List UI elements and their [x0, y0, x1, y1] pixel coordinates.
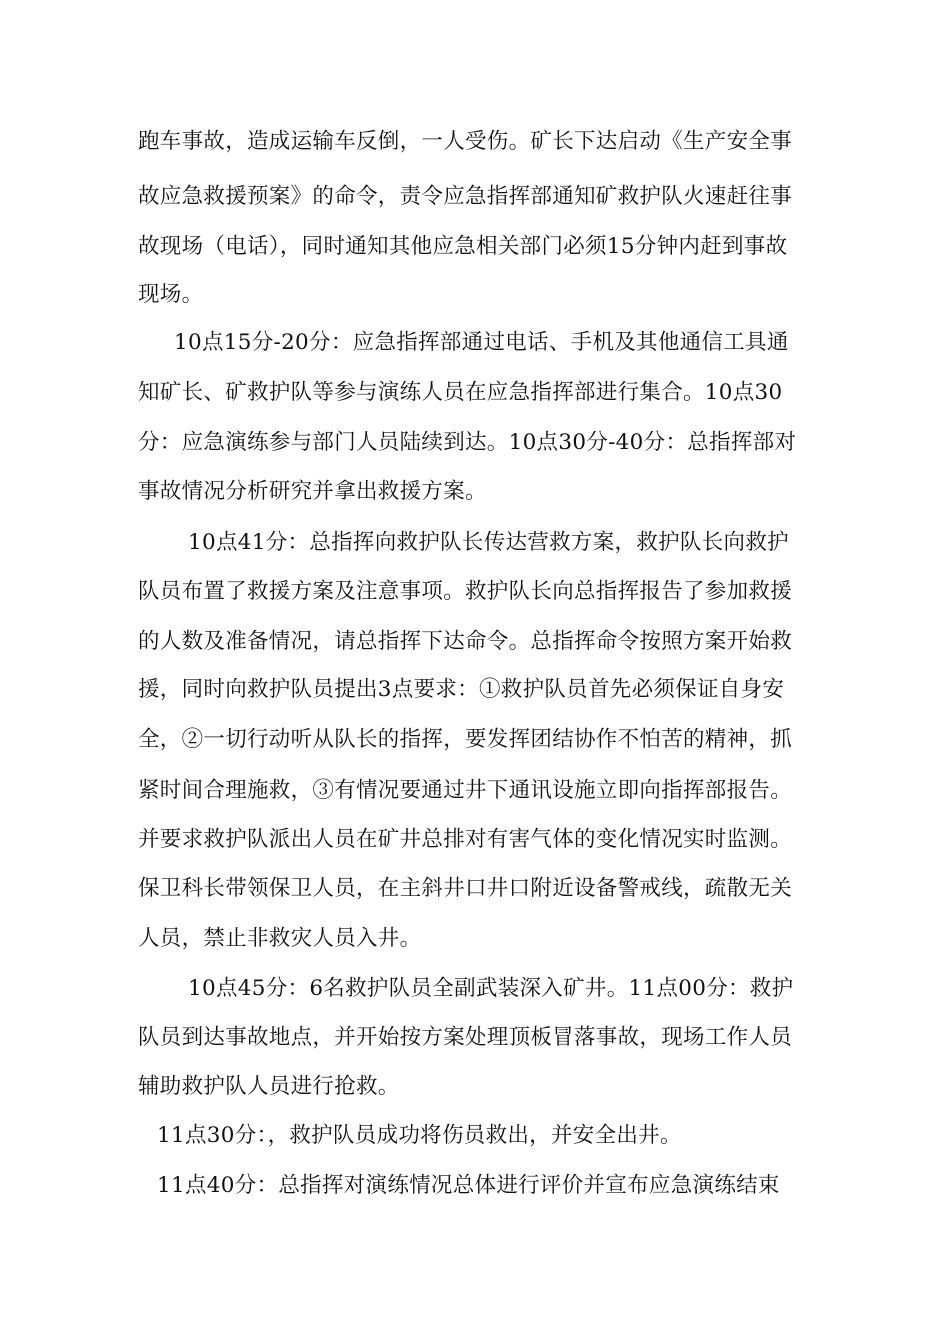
- text-line: 10点15分-20分：应急指挥部通过电话、手机及其他通信工具通: [174, 330, 789, 355]
- text-line: 故应急救援预案》的命令，责令应急指挥部通知矿救护队火速赶往事: [138, 184, 793, 209]
- text-line: 11点40分：总指挥对演练情况总体进行评价并宣布应急演练结束: [157, 1173, 780, 1198]
- text-line: 援，同时向救护队员提出3点要求：①救护队员首先必须保证自身安: [138, 677, 785, 702]
- text-line: 10点45分：6名救护队员全副武装深入矿井。11点00分：救护: [188, 976, 794, 1001]
- text-line: 现场。: [138, 282, 204, 307]
- text-line: 并要求救护队派出人员在矿井总排对有害气体的变化情况实时监测。: [138, 827, 793, 852]
- text-line: 保卫科长带领保卫人员，在主斜井口井口附近设备警戒线，疏散无关: [138, 876, 793, 901]
- text-line: 11点30分：，救护队员成功将伤员救出，并安全出井。: [157, 1123, 682, 1148]
- text-line: 的人数及准备情况，请总指挥下达命令。总指挥命令按照方案开始救: [138, 629, 793, 654]
- text-line: 辅助救护队人员进行抢救。: [138, 1074, 400, 1099]
- text-line: 队员到达事故地点，并开始按方案处理顶板冒落事故，现场工作人员: [138, 1025, 793, 1050]
- text-line: 全，②一切行动听从队长的指挥，要发挥团结协作不怕苦的精神，抓: [138, 727, 793, 752]
- text-line: 紧时间合理施救，③有情况要通过井下通讯设施立即向指挥部报告。: [138, 778, 793, 803]
- text-line: 跑车事故，造成运输车反倒，一人受伤。矿长下达启动《生产安全事: [138, 129, 793, 154]
- text-line: 事故情况分析研究并拿出救援方案。: [138, 479, 487, 504]
- text-line: 故现场（电话），同时通知其他应急相关部门必须15分钟内赶到事故: [138, 234, 788, 259]
- text-line: 队员布置了救援方案及注意事项。救护队长向总指挥报告了参加救援: [138, 579, 793, 604]
- text-line: 人员，禁止非救灾人员入井。: [138, 926, 422, 951]
- text-line: 知矿长、矿救护队等参与演练人员在应急指挥部进行集合。10点30: [138, 380, 783, 405]
- text-line: 分：应急演练参与部门人员陆续到达。10点30分-40分：总指挥部对: [138, 430, 797, 455]
- text-line: 10点41分：总指挥向救护队长传达营救方案，救护队长向救护: [188, 530, 789, 555]
